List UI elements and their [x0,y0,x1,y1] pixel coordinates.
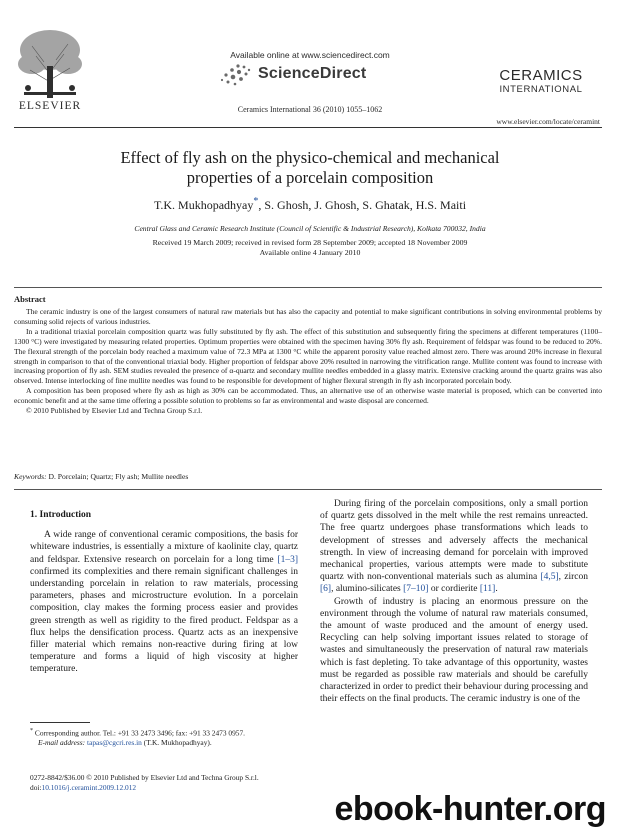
elsevier-tree-logo [14,26,86,100]
citation-link[interactable]: [11] [479,584,496,595]
abstract-body [14,307,602,416]
section-heading: 1. Introduction [30,510,92,520]
text-run: , alumino-silicates [331,584,404,595]
text-run: During firing of the porcelain compositions, only a small portion of quartz gets dissolved in the melt while the rest remains unreacted. The free quartz undergoes phase transformations which leads to development of stresses and adversely affects the mechanical strength. In view of increasing demand for porcelain with improved mechanical properties, various attempts were made to substitute quartz with non-conventional materials such as alumina [320,499,588,583]
body-paragraph: Growth of industry is placing an enormous pressure on the environment through the volume of natural raw materials consumed, the amount of waste produced and the amount of energy used. Recycling can help solving important issues related to storage of wastes and simultaneously the preservation of natural raw materials which is fast depleting. To take advantage of this opportunity, wastes must be regarded as possible raw materials and should be carefully characterized in order to predict their behaviour during processing and their effects on the final products. The ceramic industry is one of the [320,596,588,705]
first-author: T.K. Mukhopadhyay [153,198,254,212]
keywords-label: Keywords: [14,472,47,481]
received-dates: Received 19 March 2009; received in revised form 28 September 2009; accepted 18 November 2009 [152,238,468,247]
right-column [320,498,588,705]
text-run: , zircon [558,572,588,583]
author-list [40,196,580,213]
footnote-divider [30,722,90,723]
publisher-name: ELSEVIER [18,100,82,112]
email-link[interactable]: tapas@cgcri.res.in [87,738,142,748]
abstract-paragraph: In a traditional triaxial porcelain composition quartz was fully substituted by fly ash. The effect of this substitution and subsequently firing the specimens at different temperatures (1100–1300 °C) were investigated by measuring related properties. Optimum properties were obtained with the specimen having 30% fly ash. Requirement of feldspar was found to be reduced to 20%. The flexural strength of the porcelain body reached a maximum value of 72.3 MPa at 1300 °C while the apparent porosity value reached almost zero. There was around 20% increase in flexural strength in comparison to that of the conventional triaxial body. Higher proportion of feldspar above 20% resulted in narrowing the vitrification range. Mullite content was found to increase with increasing proportion of fly ash. SEM studies revealed the presence of α-quartz and secondary mullite needles embedded in a glassy matrix. Extensive cracking around the quartz grains was also observed. Intense interlocking of fine mullite needles was found to be responsible for development of higher flexural strength in fly ash incorporated porcelain body. [14,326,602,386]
title-line-2: properties of a porcelain composition [186,168,434,187]
citation-link[interactable]: [6] [320,584,332,595]
sciencedirect-dots-icon [218,62,254,88]
corresponding-author-link[interactable]: * [253,196,259,207]
journal-url-link[interactable]: www.elsevier.com/locate/ceramint [496,117,600,126]
text-run: or cordierite [428,584,480,595]
email-label: E-mail address: [38,738,86,748]
footnote [30,726,310,748]
text-run: confirmed its complexities and there remain significant challenges in understanding porcelain in relation to raw materials, processing parameters, phases and microstructure evolution. In a porcelain composition, clay makes the forming process easier and provides green strength as well as rigidity to the fired product. Feldspar as a flux helps the densification process. Quartz acts as an inexpensive filler material which remains non-reactive during firing at low temperature and forms a liquid of high viscosity at higher temperature. [30,566,298,675]
watermark-text: ebook-hunter.org [334,790,606,828]
other-authors: , S. Ghosh, J. Ghosh, S. Ghatak, H.S. Maiti [258,198,467,212]
abstract-paragraph: A composition has been proposed where fly ash as high as 30% can be accommodated. Thus, an alternative use of an otherwise waste material is proposed, which can be converted into economic benefit and at the same time offering a possible solution to problems so far as environmental and waste disposal are concerned. [14,386,602,406]
email-owner: (T.K. Mukhopadhyay). [141,738,212,748]
journal-logo-line1: CERAMICS [499,67,583,84]
article-title [40,148,580,188]
corresponding-author-info: Corresponding author. Tel.: +91 33 2473 3496; fax: +91 33 2473 0957. [33,728,246,738]
abstract-copyright: © 2010 Published by Elsevier Ltd and Techna Group S.r.l. [26,406,203,416]
body-paragraph [320,498,588,596]
header-divider [14,127,602,128]
doi-link[interactable]: 10.1016/j.ceramint.2009.12.012 [41,783,137,792]
abstract-bottom-divider [14,489,602,490]
doi-label: doi: [30,783,42,792]
left-column [30,509,298,676]
footnote-star: * [30,728,34,734]
text-run: A wide range of conventional ceramic compositions, the basis for whiteware industries, is essentially a mixture of kaolinite clay, quartz and feldspar. Extensive research on porcelain for a long time [30,530,298,565]
available-online-date: Available online 4 January 2010 [259,248,361,257]
text-run: . [495,584,498,595]
sciencedirect-logo[interactable]: ScienceDirect [258,65,367,82]
body-paragraph [30,529,298,675]
keywords [14,472,188,481]
abstract-heading: Abstract [14,294,46,304]
keywords-list: D. Porcelain; Quartz; Fly ash; Mullite needles [46,472,189,481]
journal-reference: Ceramics International 36 (2010) 1055–1062 [237,105,383,114]
available-online-text[interactable]: Available online at www.sciencedirect.com [230,50,390,60]
citation-link[interactable]: [1–3] [277,554,298,565]
issn-line: 0272-8842/$36.00 © 2010 Published by Elsevier Ltd and Techna Group S.r.l. [30,773,259,782]
citation-link[interactable]: [7–10] [403,584,429,595]
citation-link[interactable]: [4,5] [540,572,559,583]
journal-logo-line2: INTERNATIONAL [499,84,583,95]
affiliation: Central Glass and Ceramic Research Institute (Council of Scientific & Industrial Research), Kolkata 700032, India [134,224,486,233]
title-line-1: Effect of fly ash on the physico-chemical and mechanical [120,148,500,167]
abstract-paragraph: The ceramic industry is one of the largest consumers of natural raw materials but has also the capacity and potential to make significant contributions in solving environmental problems by consuming solid rejects of various industries. [14,307,602,326]
abstract-top-divider [14,287,602,288]
